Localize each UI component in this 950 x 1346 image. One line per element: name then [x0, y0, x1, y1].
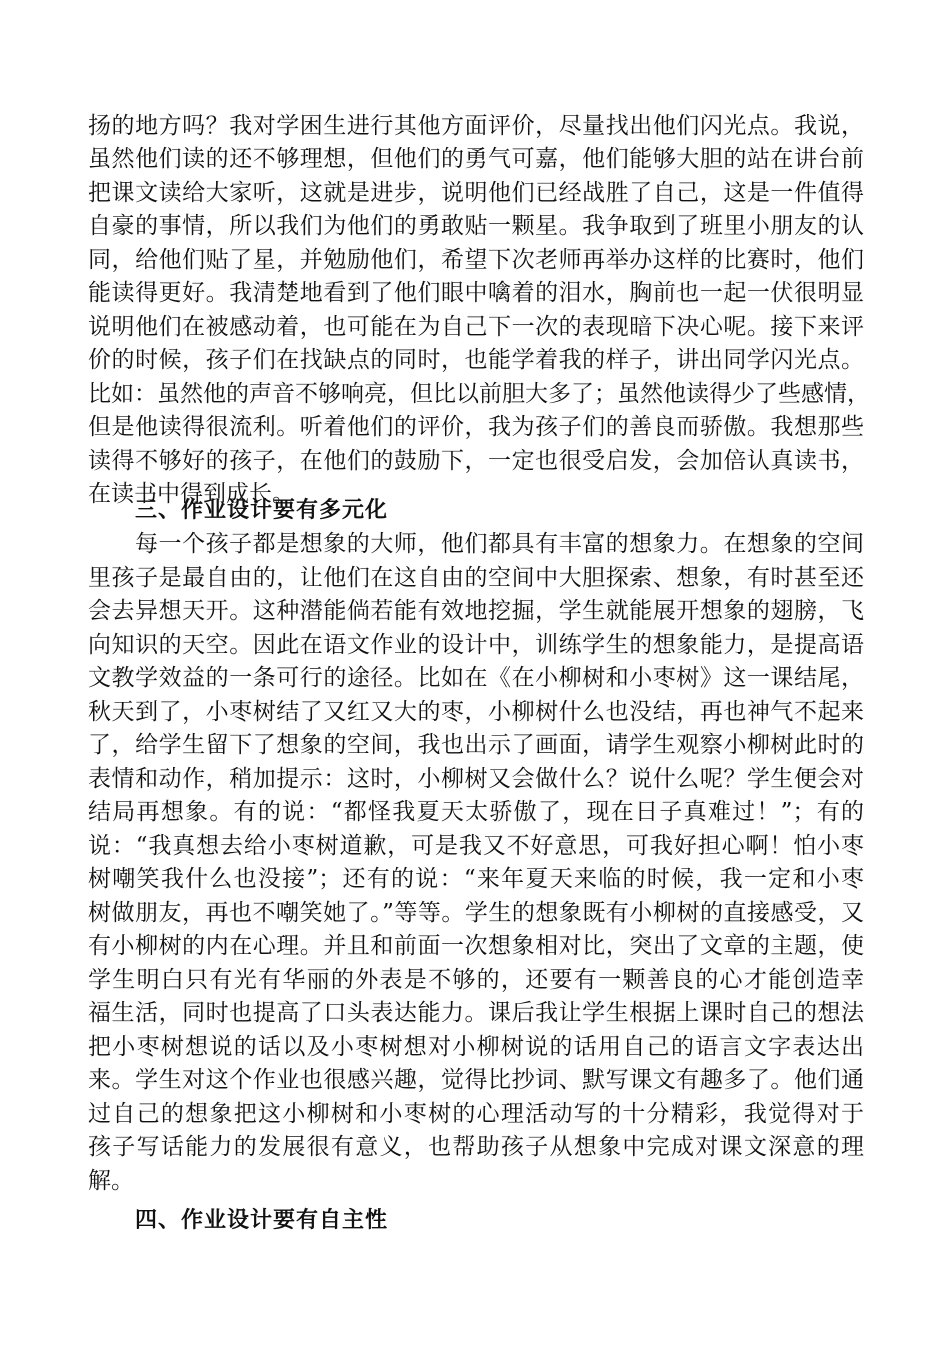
text-line: 来。学生对这个作业也很感兴趣，觉得比抄词、默写课文有趣多了。他们通: [88, 1067, 864, 1093]
text-line: 了，给学生留下了想象的空间，我也出示了画面，请学生观察小柳树此时的: [88, 732, 864, 758]
text-line: 里孩子是最自由的，让他们在这自由的空间中大胆探索、想象，有时甚至还: [88, 565, 864, 591]
text-line: 扬的地方吗？我对学困生进行其他方面评价，尽量找出他们闪光点。我说，: [88, 113, 864, 139]
text-line: 说明他们在被感动着，也可能在为自己下一次的表现暗下决心呢。接下来评: [88, 314, 864, 340]
text-line: 把小枣树想说的话以及小枣树想对小柳树说的话用自己的语言文字表达出: [88, 1034, 864, 1060]
text-line: 福生活，同时也提高了口头表达能力。课后我让学生根据上课时自己的想法: [88, 1000, 864, 1026]
paragraph-first-line: 每一个孩子都是想象的大师，他们都具有丰富的想象力。在想象的空间: [135, 531, 864, 557]
text-line: 过自己的想象把这小柳树和小枣树的心理活动写的十分精彩，我觉得对于: [88, 1101, 864, 1127]
text-line: 有小柳树的内在心理。并且和前面一次想象相对比，突出了文章的主题，使: [88, 933, 864, 959]
text-line: 比如：虽然他的声音不够响亮，但比以前胆大多了；虽然他读得少了些感情，: [88, 381, 870, 407]
text-line: 在读书中得到成长。: [88, 481, 295, 507]
text-line: 会去异想天开。这种潜能倘若能有效地挖掘，学生就能展开想象的翅膀，飞: [88, 598, 864, 624]
text-line: 读得不够好的孩子，在他们的鼓励下，一定也很受启发，会加倍认真读书，: [88, 448, 864, 474]
text-line: 价的时候，孩子们在找缺点的同时，也能学着我的样子，讲出同学闪光点。: [88, 347, 864, 373]
text-line: 学生明白只有光有华丽的外表是不够的，还要有一颗善良的心才能创造幸: [88, 967, 864, 993]
text-line: 解。: [88, 1168, 134, 1194]
text-line: 文教学效益的一条可行的途径。比如在《在小柳树和小枣树》这一课结尾，: [88, 665, 864, 691]
text-line: 孩子写话能力的发展很有意义，也帮助孩子从想象中完成对课文深意的理: [88, 1134, 864, 1160]
text-line: 虽然他们读的还不够理想，但他们的勇气可嘉，他们能够大胆的站在讲台前: [88, 146, 864, 172]
text-line: 但是他读得很流利。听着他们的评价，我为孩子们的善良而骄傲。我想那些: [88, 414, 864, 440]
text-line: 自豪的事情，所以我们为他们的勇敢贴一颗星。我争取到了班里小朋友的认: [88, 213, 864, 239]
text-line: 树做朋友，再也不嘲笑她了。”等等。学生的想象既有小柳树的直接感受，又: [88, 900, 864, 926]
text-line: 同，给他们贴了星，并勉励他们，希望下次老师再举办这样的比赛时，他们: [88, 247, 864, 273]
section-heading-3: 三、作业设计要有多元化: [135, 498, 389, 523]
text-line: 表情和动作，稍加提示：这时，小柳树又会做什么？说什么呢？学生便会对: [88, 766, 864, 792]
text-line: 秋天到了，小枣树结了又红又大的枣，小柳树什么也没结，再也神气不起来: [88, 699, 864, 725]
text-line: 能读得更好。我清楚地看到了他们眼中噙着的泪水，胸前也一起一伏很明显: [88, 280, 864, 306]
text-line: 结局再想象。有的说：“都怪我夏天太骄傲了，现在日子真难过！”；有的: [88, 799, 864, 825]
text-line: 向知识的天空。因此在语文作业的设计中，训练学生的想象能力，是提高语: [88, 632, 864, 658]
section-heading-4: 四、作业设计要有自主性: [135, 1208, 389, 1233]
text-line: 说：“我真想去给小枣树道歉，可是我又不好意思，可我好担心啊！怕小枣: [88, 833, 864, 859]
text-line: 树嘲笑我什么也没接”；还有的说：“来年夏天来临的时候，我一定和小枣: [88, 866, 864, 892]
text-line: 把课文读给大家听，这就是进步，说明他们已经战胜了自己，这是一件值得: [88, 180, 864, 206]
